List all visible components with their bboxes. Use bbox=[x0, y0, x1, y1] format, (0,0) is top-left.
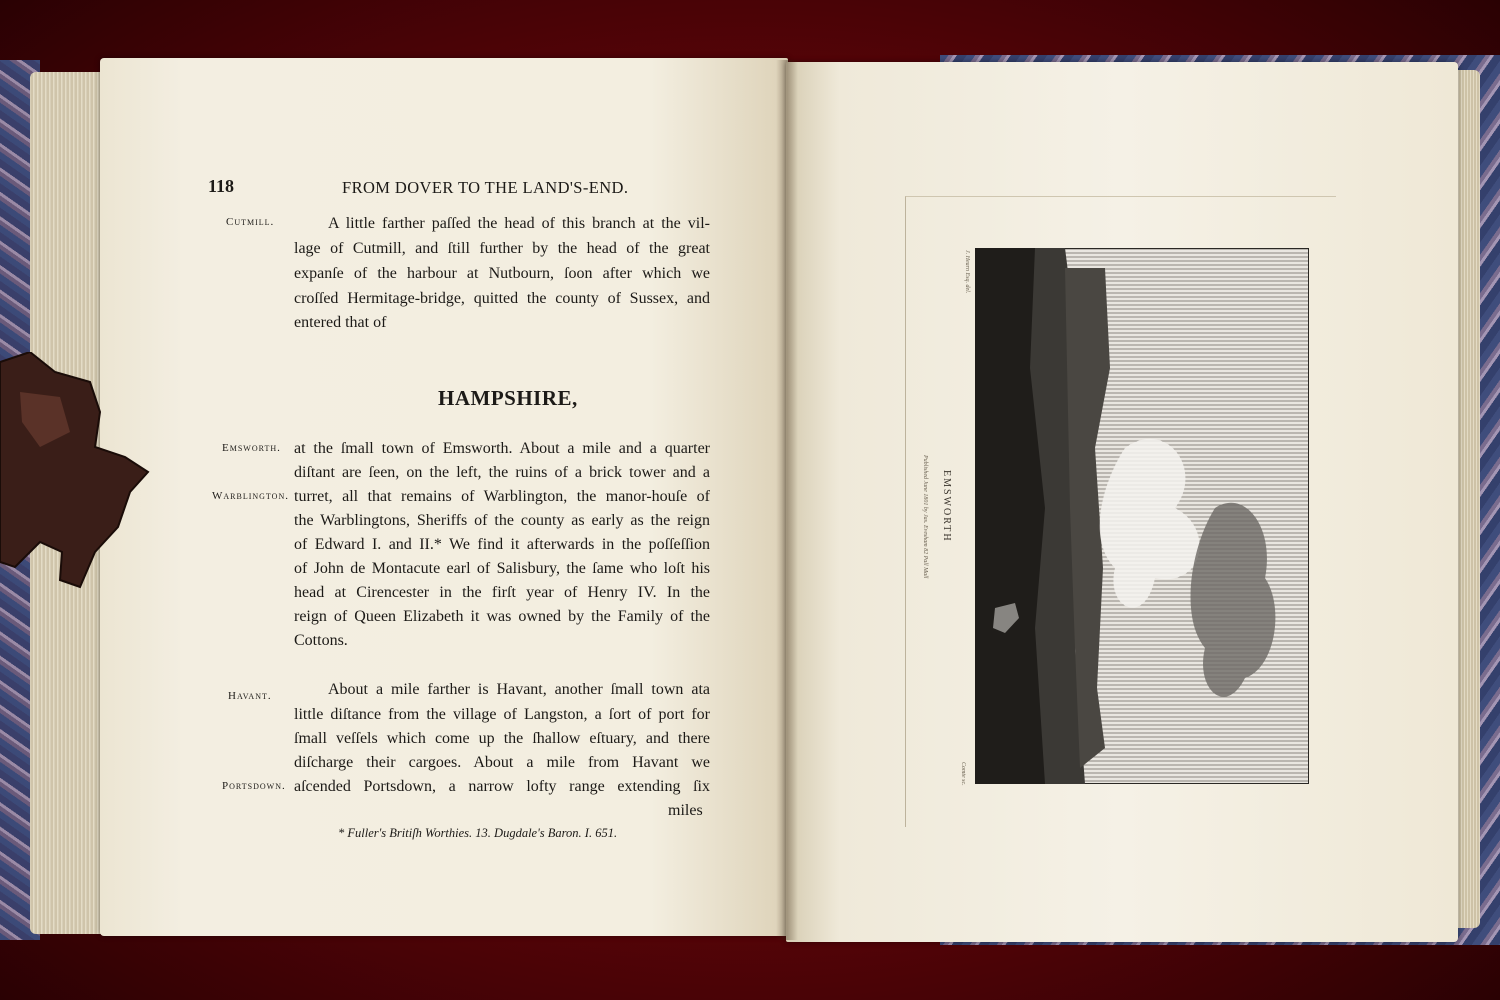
text-line: aſcended Portsdown, a narrow lofty range extending ſix bbox=[294, 778, 710, 795]
text-line: at the ſmall town of Emsworth. About a mile and a quarter bbox=[294, 440, 710, 457]
text-line: head at Cirencester in the firſt year of Henry IV. In the bbox=[294, 584, 710, 601]
text-line: miles bbox=[668, 802, 703, 819]
sidenote-warblington: Warblington. bbox=[212, 490, 289, 502]
engraving-emsworth bbox=[975, 248, 1309, 784]
plate-artist: J. Hearn Esq. del. bbox=[964, 250, 970, 294]
plate-imprint: Published June 1801 by Jas. Evesham 82 Pall Mall bbox=[922, 455, 928, 579]
sidenote-portsdown: Portsdown. bbox=[222, 780, 286, 792]
page-number: 118 bbox=[208, 176, 235, 196]
text-line: croſſed Hermitage-bridge, quitted the county of Sussex, and bbox=[294, 290, 710, 307]
text-line: reign of Queen Elizabeth it was owned by the Family of the bbox=[294, 608, 710, 625]
running-head: FROM DOVER TO THE LAND'S-END. bbox=[342, 178, 629, 197]
text-line: little diſtance from the village of Langston, a ſort of port for bbox=[294, 706, 710, 723]
text-line: turret, all that remains of Warblington, the manor-houſe of bbox=[294, 488, 710, 505]
sidenote-emsworth: Emsworth. bbox=[222, 442, 281, 454]
text-line: lage of Cutmill, and ſtill further by the head of the great bbox=[294, 240, 710, 257]
section-heading: HAMPSHIRE, bbox=[438, 386, 578, 410]
plate-engraver: Comte sc. bbox=[960, 762, 966, 786]
sidenote-havant: Havant. bbox=[228, 690, 272, 702]
bookmark-clip bbox=[0, 352, 150, 592]
text-line: of John de Montacute earl of Salisbury, the ſame who loſt his bbox=[294, 560, 710, 577]
footnote: * Fuller's Britiſh Worthies. 13. Dugdale's Baron. I. 651. bbox=[338, 826, 618, 840]
text-line: diſtant are ſeen, on the left, the ruins of a brick tower and a bbox=[294, 464, 710, 481]
text-line: expanſe of the harbour at Nutbourn, ſoon after which we bbox=[294, 265, 710, 282]
text-line: Cottons. bbox=[294, 632, 348, 649]
text-line: of Edward I. and II.* We find it afterwards in the poſſeſſion bbox=[294, 536, 710, 553]
text-line: ſmall veſſels which come up the ſhallow eſtuary, and there bbox=[294, 730, 710, 747]
text-line: diſcharge their cargoes. About a mile from Havant we bbox=[294, 754, 710, 771]
book-gutter bbox=[776, 60, 798, 940]
text-line: the Warblingtons, Sheriffs of the county as early as the reign bbox=[294, 512, 710, 529]
text-line: A little farther paſſed the head of this branch at the vil- bbox=[328, 215, 710, 232]
text-line: entered that of bbox=[294, 314, 387, 331]
text-line: About a mile farther is Havant, another ſmall town ata bbox=[328, 681, 710, 698]
sidenote-cutmill: Cutmill. bbox=[226, 216, 275, 228]
plate-title: EMSWORTH bbox=[941, 470, 952, 543]
